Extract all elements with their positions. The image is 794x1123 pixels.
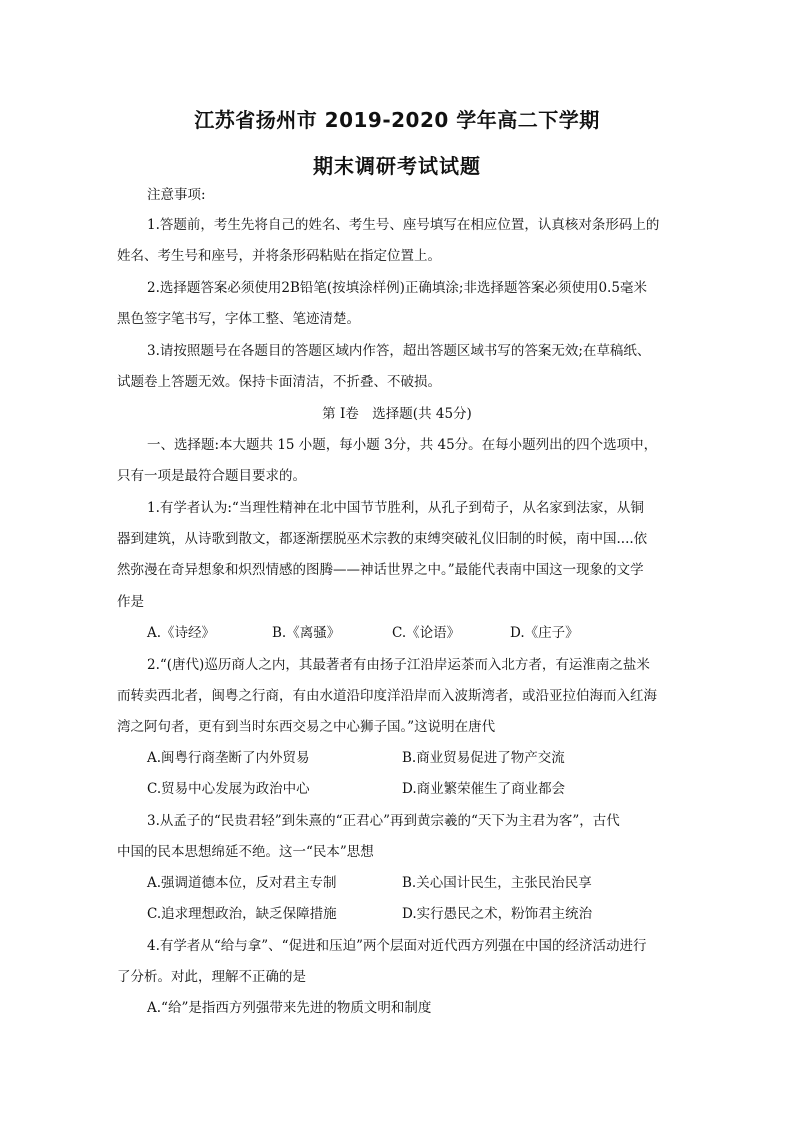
question-2-option-d: D.商业繁荣催生了商业都会 (402, 781, 566, 797)
question-4-line2: 了分析。对此，理解不正确的是 (117, 969, 306, 985)
question-1-line1: 1.有学者认为:“当理性精神在北中国节节胜利，从孔子到荀子，从名家到法家，从铜 (147, 500, 644, 516)
section-heading: 第 I卷 选择题(共 45分) (322, 406, 472, 422)
question-2-option-b: B.商业贸易促进了物产交流 (402, 750, 565, 766)
question-1-option-b: B.《离骚》 (272, 625, 341, 641)
notice-item-3-line2: 试题卷上答题无效。保持卡面清洁，不折叠、不破损。 (117, 374, 441, 390)
notice-item-1-line2: 姓名、考生号和座号，并将条形码粘贴在指定位置上。 (117, 248, 441, 264)
question-2-option-a: A.闽粤行商垄断了内外贸易 (147, 750, 310, 766)
question-1-option-c: C.《论语》 (392, 625, 461, 641)
question-2-line2: 而转卖西北者，闽粤之行商，有由水道沿印度洋沿岸而入波斯湾者，或沿亚拉伯海而入红海 (117, 688, 657, 704)
question-2-option-c: C.贸易中心发展为政治中心 (147, 781, 310, 797)
question-2-line3: 湾之阿句者，更有到当时东西交易之中心狮子国。”这说明在唐代 (117, 719, 496, 735)
question-2-line1: 2.“(唐代)巡历商人之内，其最著者有由扬子江沿岸运茶而入北方者，有运淮南之盐米 (147, 657, 650, 673)
question-4-line1: 4.有学者从“给与拿”、“促进和压迫”两个层面对近代西方列强在中国的经济活动进行 (147, 938, 647, 954)
instructions-line1: 一、选择题:本大题共 15 小题，每小题 3分，共 45分。在每小题列出的四个选项中， (147, 437, 658, 453)
question-1-line3: 然弥漫在奇异想象和炽烈情感的图腾——神话世界之中。”最能代表南中国这一现象的文学 (117, 562, 644, 578)
notice-item-2-line1: 2.选择题答案必须使用2B铅笔(按填涂样例)正确填涂;非选择题答案必须使用0.5毫米 (147, 280, 647, 296)
exam-title-line1: 江苏省扬州市 2019-2020 学年高二下学期 (194, 108, 600, 132)
notice-item-1-line1: 1.答题前，考生先将自己的姓名、考生号、座号填写在相应位置，认真核对条形码上的 (147, 217, 660, 233)
question-3-option-a: A.强调道德本位，反对君主专制 (147, 875, 337, 891)
notice-item-2-line2: 黑色签字笔书写，字体工整、笔迹清楚。 (117, 311, 360, 327)
question-1-line2: 器到建筑，从诗歌到散文，都逐渐摆脱巫术宗教的束缚突破礼仪旧制的时候，南中国....依 (117, 531, 648, 547)
question-1-option-a: A.《诗经》 (147, 625, 216, 641)
question-3-line2: 中国的民本思想绵延不绝。这一“民本”思想 (117, 844, 374, 860)
question-3-option-c: C.追求理想政治，缺乏保障措施 (147, 906, 337, 922)
question-1-line4: 作是 (117, 594, 144, 610)
question-3-option-b: B.关心国计民生，主张民治民享 (402, 875, 592, 891)
exam-title-line2: 期末调研考试试题 (313, 154, 481, 178)
notice-item-3-line1: 3.请按照题号在各题目的答题区域内作答，超出答题区域书写的答案无效;在草稿纸、 (147, 343, 651, 359)
notice-heading: 注意事项: (147, 187, 206, 203)
question-4-option-a: A.“给”是指西方列强带来先进的物质文明和制度 (147, 1000, 432, 1016)
question-1-option-d: D.《庄子》 (510, 625, 579, 641)
question-3-line1: 3.从孟子的“民贵君轻”到朱熹的“正君心”再到黄宗羲的“天下为主君为客”，古代 (147, 813, 620, 829)
question-3-option-d: D.实行愚民之术，粉饰君主统治 (402, 906, 593, 922)
instructions-line2: 只有一项是最符合题目要求的。 (117, 468, 306, 484)
